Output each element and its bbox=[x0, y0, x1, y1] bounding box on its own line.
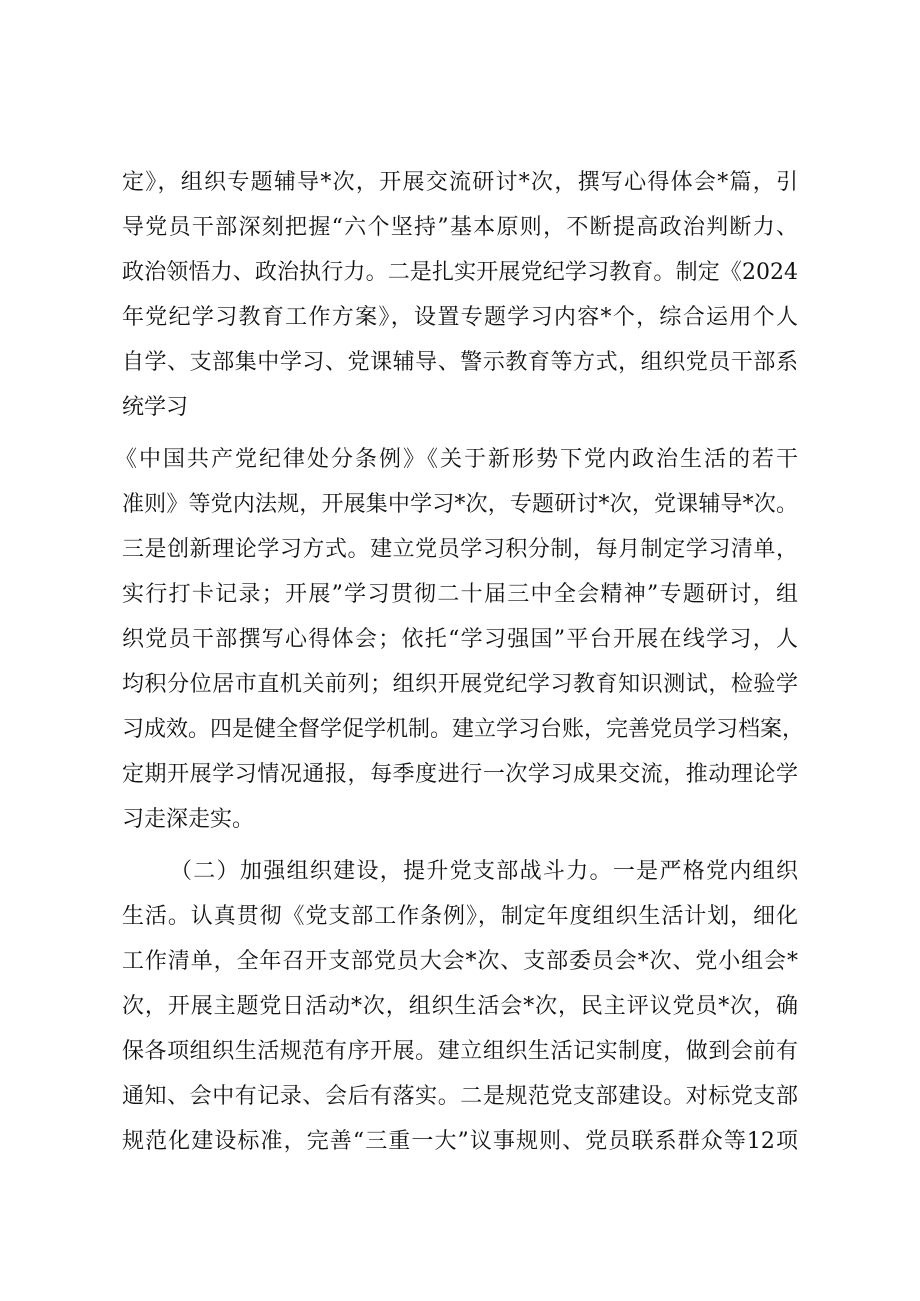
text-line: 通知、会中有记录、会后有落实。二是规范党支部建设。对标党支部 bbox=[122, 1084, 798, 1109]
text-line: 年党纪学习教育工作方案》，设置专题学习内容*个，综合运用个人 bbox=[122, 305, 798, 330]
text-line: 定期开展学习情况通报，每季度进行一次学习成果交流，推动理论学 bbox=[122, 762, 798, 787]
text-line: 政治领悟力、政治执行力。二是扎实开展党纪学习教育。制定《2024 bbox=[122, 260, 798, 285]
text-line: 《中国共产党纪律处分条例》《关于新形势下党内政治生活的若干 bbox=[115, 447, 798, 472]
text-line: （二）加强组织建设，提升党支部战斗力。一是严格党内组织 bbox=[170, 859, 798, 884]
text-line: 习走深走实。 bbox=[122, 807, 255, 832]
text-line: 均积分位居市直机关前列；组织开展党纪学习教育知识测试，检验学 bbox=[122, 672, 798, 697]
text-line: 定》，组织专题辅导*次，开展交流研讨*次，撰写心得体会*篇，引 bbox=[122, 170, 798, 195]
text-line: 导党员干部深刻把握“六个坚持”基本原则，不断提高政治判断力、 bbox=[122, 215, 798, 240]
text-line: 生活。认真贯彻《党支部工作条例》，制定年度组织生活计划，细化 bbox=[122, 904, 798, 929]
text-line: 自学、支部集中学习、党课辅导、警示教育等方式，组织党员干部系 bbox=[122, 350, 798, 375]
text-line: 三是创新理论学习方式。建立党员学习积分制，每月制定学习清单， bbox=[122, 537, 798, 562]
text-line: 实行打卡记录；开展”学习贯彻二十届三中全会精神”专题研讨，组 bbox=[122, 582, 798, 607]
text-line: 保各项组织生活规范有序开展。建立组织生活记实制度，做到会前有 bbox=[122, 1039, 798, 1064]
text-line: 统学习 bbox=[122, 395, 189, 420]
text-line: 次，开展主题党日活动*次，组织生活会*次，民主评议党员*次，确 bbox=[122, 994, 798, 1019]
text-line: 工作清单，全年召开支部党员大会*次、支部委员会*次、党小组会* bbox=[122, 949, 798, 974]
text-line: 织党员干部撰写心得体会；依托“学习强国”平台开展在线学习，人 bbox=[122, 627, 798, 652]
text-line: 准则》等党内法规，开展集中学习*次，专题研讨*次，党课辅导*次。 bbox=[122, 492, 798, 517]
text-line: 习成效。四是健全督学促学机制。建立学习台账，完善党员学习档案， bbox=[122, 717, 805, 742]
text-line: 规范化建设标准，完善“三重一大”议事规则、党员联系群众等12项 bbox=[122, 1129, 798, 1154]
